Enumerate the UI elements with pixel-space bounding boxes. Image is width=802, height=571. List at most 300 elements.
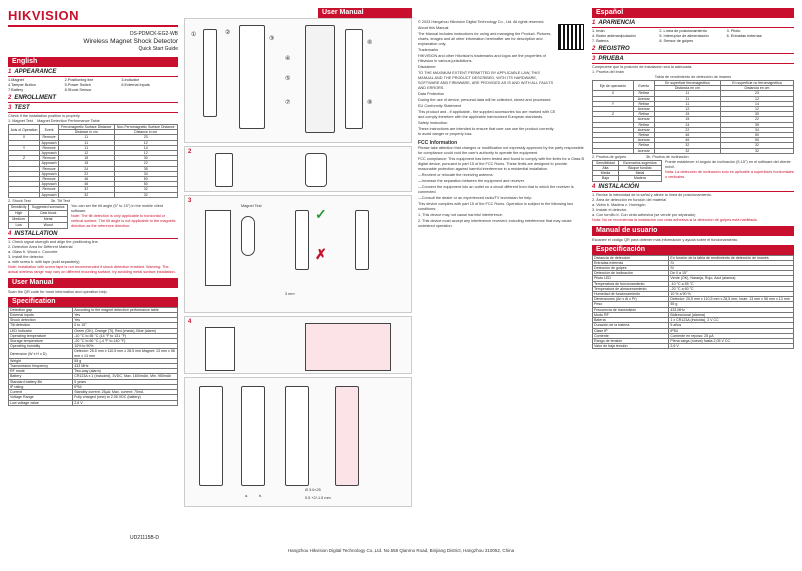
table-cell: 14: [720, 101, 793, 106]
legal-paragraph: These instructions are intended to ensure that user can use the product correctly to avoid danger or property loss.: [418, 127, 554, 136]
spec-table-es: [592, 255, 794, 350]
dimension-label: Ø 3.0×25: [305, 488, 321, 492]
spec-value: 1 x CR123A (incluida), 3 V CC: [669, 318, 794, 323]
legal-paragraph: —Reorient or relocate the receiving antenna.: [418, 173, 494, 177]
spec-label: Detección de inclinación: [593, 271, 669, 276]
shock-tilt-titles: 2. Shock Test 3b. Tilt Test: [8, 198, 70, 203]
table-cell: 15: [58, 156, 114, 161]
table-cell: 34: [720, 127, 793, 132]
user-manual-bar: User Manual: [8, 278, 178, 288]
spec-label: Current: [9, 390, 73, 395]
detector-shape: [295, 210, 309, 270]
spec-value: CR123A x 1 (Included), 3VDC, Max. 1600mAh, Min. 950mAh: [73, 374, 178, 379]
table-cell: Retirar: [633, 143, 654, 148]
legal-paragraph: The Manual includes instructions for using and managing the Product. Pictures, charts, images and all other information hereinafter are for description and explanation only.: [418, 32, 552, 46]
table-row: [9, 192, 178, 197]
test-text: Check if the installation position is properly: [8, 114, 80, 118]
wrong-cross-icon: ✗: [315, 246, 327, 262]
table-unit: Distance in cm: [58, 130, 114, 135]
table-cell: 12: [720, 96, 793, 101]
spec-row: [593, 344, 794, 349]
part-item: 5. Interruptor de alimentación: [659, 34, 709, 38]
spec-table: [8, 307, 178, 406]
spec-label: Battery: [9, 374, 73, 379]
product-title: Wireless Magnet Shock Detector: [83, 38, 178, 45]
test-figure: [184, 195, 412, 313]
detector-open-shape: [305, 25, 335, 133]
parts-list-es: [592, 29, 794, 44]
spec-value: -20 °C a 60 °C: [669, 286, 794, 291]
table-unit: Distancia en cm: [720, 86, 793, 91]
spec-row: [9, 349, 178, 358]
install-step: 3. Install the detector.: [8, 254, 45, 259]
table-cell: Z: [9, 156, 40, 161]
legal-paragraph: EU Conformity Statement: [418, 104, 462, 108]
spec-value: Green (OK), Orange (Ti), Red (check), Blue (alarm): [73, 328, 178, 333]
magnet-shape: [203, 29, 217, 117]
table-cell: 32: [114, 187, 178, 192]
legal-paragraph: HIKVISION and other Hikvision's trademarks and logos are the properties of Hikvision in various jurisdictions.: [418, 54, 546, 63]
spec-value: Yes: [73, 318, 178, 323]
fcc-title: FCC Information: [418, 140, 458, 146]
table-cell: 46: [654, 133, 720, 138]
table-cell: 50: [720, 138, 793, 143]
table-cell: Remove: [40, 166, 59, 171]
spec-value: 0 to 15°: [73, 323, 178, 328]
spec-label: Corriente: [593, 333, 669, 338]
table-cell: Approach: [41, 161, 57, 166]
spec-value: Detector: 25,5 mm x 110,5 mm x 28,5 mm; Imán: 13 mm x 56 mm x 13 mm: [669, 297, 794, 302]
magnet-table-es: [592, 80, 794, 154]
spec-value: IP54: [73, 384, 178, 389]
spec-bar-es: Especificación: [592, 245, 794, 255]
user-manual-text: Scan the QR code for more information and operation help.: [8, 289, 108, 294]
table-cell: 11: [654, 96, 720, 101]
install-heading: 4 INSTALLATION: [8, 231, 178, 239]
figures-column: [184, 8, 412, 571]
table-cell: 11: [654, 101, 720, 106]
table-head: Eje de operación: [593, 81, 634, 91]
install-step: a. Glass b. Wood c. Concrete: [8, 249, 58, 254]
tilt-note: You can set the tilt angle (5° to 15°) in the mobile client software.: [71, 203, 163, 213]
legal-paragraph: About this Manual: [418, 26, 449, 30]
spec-label: Batería: [593, 318, 669, 323]
table-cell: Approach: [41, 171, 57, 176]
table-cell: 15: [654, 112, 720, 117]
english-column: [8, 8, 178, 571]
spanish-bar: Español: [592, 8, 794, 18]
hikvision-logo: HIKVISION: [8, 8, 79, 23]
legal-paragraph: 1. This device may not cause harmful interference.: [418, 213, 503, 217]
part-item: 1.Magnet: [8, 78, 24, 82]
spec-value: 5 años: [669, 323, 794, 328]
legal-paragraph: FCC compliance: This equipment has been tested and found to comply with the limits for a Class B digital device, pursuant to part 15 of the FCC Rules. These limits are designed to provide reasonable protection against harmful interference in a residential installation.: [418, 157, 585, 171]
test-sub-es: 1. Prueba del imán: [592, 70, 624, 74]
table-head: En superficie no ferromagnética: [720, 81, 793, 86]
spec-value: 433 MHz: [73, 364, 178, 369]
phone-shape: [305, 153, 327, 187]
spec-label: Piloto LED: [593, 276, 669, 281]
magnet-test-bubble: Magnet Test: [241, 204, 262, 208]
table-cell: Approach: [41, 192, 57, 197]
spec-label: Storage temperature: [9, 339, 73, 344]
spec-label: Weight: [9, 358, 73, 363]
part-item: 6.External Inputs: [121, 83, 150, 87]
spec-value: -10 °C a 55 °C: [669, 281, 794, 286]
legal-paragraph: 2. This device must accept any interference received, including interference that may cause undesired operation.: [418, 219, 572, 228]
table-cell: Retirar: [633, 101, 654, 106]
legal-paragraph: Disclaimer: [418, 65, 436, 69]
table-cell: X: [593, 91, 634, 96]
user-manual-text-es: Escanee el código QR para obtener más información y ayuda sobre el funcionamiento.: [592, 237, 739, 242]
detector-shape: [215, 153, 233, 187]
spec-value: 10% to 90%: [73, 344, 178, 349]
install-step: 1. Revise la intensidad de la señal y alinee la línea de posicionamiento.: [592, 192, 712, 197]
appearance-heading-es: 1 APARIENCIA: [592, 20, 794, 28]
spec-label: Clase IP: [593, 328, 669, 333]
shock-table: Sensitivity Suggested scenarios High Cast block Medium Metal Low Wood: [8, 204, 68, 229]
part-item: 4.Tamper Button: [8, 83, 36, 87]
spec-label: Rango de tensión: [593, 338, 669, 343]
table-cell: 11: [58, 135, 114, 140]
spec-label: Frecuencia de transmisión: [593, 307, 669, 312]
appearance-heading: 1 APPEARANCE: [8, 69, 178, 77]
table-head: Axis of Operation: [9, 125, 40, 135]
spec-value: Detector: 25.5 mm x 110.5 mm x 28.5 mm Magnet: 13 mm x 56 mm x 13 mm: [73, 349, 178, 358]
fig-number: 4: [188, 319, 192, 325]
door-shape: [205, 210, 231, 286]
spec-value: De 0 a 15°: [669, 271, 794, 276]
dimension-label: 5.5 +2/-1.5 mm: [305, 496, 331, 500]
detector-shape: [335, 386, 359, 486]
table-cell: 32: [654, 143, 720, 148]
table-cell: 50: [114, 177, 178, 182]
enrollment-figure: [184, 146, 412, 192]
spec-label: Dimensiones (An x Al x Pr): [593, 297, 669, 302]
table-cell: Acercar: [633, 117, 654, 122]
spec-value: IP54: [669, 328, 794, 333]
test-heading-es: 3 PRUEBA: [592, 56, 794, 64]
part-item: 8.Shock Sensor: [64, 88, 92, 92]
table-cell: Remove: [40, 156, 59, 161]
part-item: 2. Línea de posicionamiento: [659, 29, 707, 33]
table-cell: Retirar: [633, 122, 654, 127]
spec-label: Low voltage value: [9, 400, 73, 405]
magnet-table: [8, 124, 178, 198]
table-cell: 22: [58, 171, 114, 176]
table-cell: Remove: [40, 187, 59, 192]
table-cell: Acercar: [633, 96, 654, 101]
legal-paragraph: Please take attention that changes or modification not expressly approved by the party responsible for compliance could void the user's authority to operate the equipment.: [418, 146, 584, 155]
table-cell: 23: [114, 135, 178, 140]
table-cell: Acercar: [633, 107, 654, 112]
spec-value: Standby current: 25μA; Max. current: 70mA: [73, 390, 178, 395]
spec-label: Voltage Range: [9, 395, 73, 400]
spec-value: Plena carga (nueva) hasta 2,05 V CC: [669, 338, 794, 343]
part-item: 8. Sensor de golpes: [659, 39, 694, 43]
table-cell: Approach: [41, 151, 57, 156]
table-cell: 32: [720, 148, 793, 153]
table-cell: 24: [58, 166, 114, 171]
table-cell: 11: [58, 140, 114, 145]
table-cell: 12: [58, 151, 114, 156]
parts-list: [8, 78, 178, 93]
spec-value: 2.6 V: [73, 400, 178, 405]
fcc-section: [418, 141, 586, 229]
user-manual-header: User Manual: [318, 8, 412, 18]
table-cell: 50: [720, 133, 793, 138]
test-sub: 1. Magnet Test Magnet Detection Performance Table: [8, 119, 100, 123]
spec-value: 55 g: [73, 358, 178, 363]
spec-label: Detección de golpes: [593, 266, 669, 271]
detector-shape: [199, 386, 223, 486]
table-cell: 22: [720, 117, 793, 122]
qr-code-icon: [558, 24, 584, 50]
table-cell: 35: [114, 166, 178, 171]
spec-value: 55 g: [669, 302, 794, 307]
spec-label: IP rating: [9, 384, 73, 389]
part-item: 5.Power Switch: [64, 83, 91, 87]
spec-value: Bidireccional (alarma): [669, 312, 794, 317]
spec-label: Temperatura de almacenamiento: [593, 286, 669, 291]
legal-paragraph: © 2023 Hangzhou Hikvision Digital Technology Co., Ltd. All rights reserved.: [418, 20, 545, 24]
spec-label: Tilt detection: [9, 323, 73, 328]
legal-paragraph: —Consult the dealer or an experienced radio/TV technician for help.: [418, 196, 533, 200]
table-cell: Y: [593, 101, 634, 106]
spec-value: Corriente en reposo: 25 μA: [669, 333, 794, 338]
guide-title: Quick Start Guide: [138, 46, 178, 52]
spec-label: Transmission frequency: [9, 364, 73, 369]
legal-paragraph: —Increase the separation between the equipment and receiver.: [418, 179, 525, 183]
table-cell: [593, 148, 634, 153]
table-cell: Approach: [41, 182, 57, 187]
detector-side-shape: [345, 29, 363, 129]
legal-paragraph: This product and - if applicable - the supplied accessories too are marked with CE and comply therefore with the applicable harmonized European standards.: [418, 110, 556, 119]
part-item: 3.Indicator: [121, 78, 140, 82]
install-step: 3. Instale el detector.: [592, 207, 628, 212]
table-cell: Acercar: [633, 138, 654, 143]
test-heading: 3 TEST: [8, 105, 178, 113]
table-cell: 32: [58, 192, 114, 197]
detector-shape: [355, 210, 369, 270]
spec-label: Dimension (W x H x D): [9, 349, 73, 358]
spec-value: Yes: [73, 313, 178, 318]
table-cell: Remove: [40, 177, 59, 182]
door-shape: [205, 327, 235, 371]
spec-value: 2,6 V: [669, 344, 794, 349]
table-cell: 23: [720, 91, 793, 96]
ok-check-icon: ✓: [315, 206, 327, 222]
detector-shape: [241, 386, 265, 486]
legal-paragraph: Trademarks: [418, 48, 439, 52]
spec-label: Valor de baja tensión: [593, 344, 669, 349]
bubble-shape: [241, 216, 255, 256]
part-item: 7. Batería: [592, 39, 609, 43]
table-cell: 30: [114, 156, 178, 161]
legal-paragraph: This device complies with part 15 of the FCC Rules. Operation is subject to the following two conditions:: [418, 202, 574, 211]
table-head: Ferromagnetic Surface Distance: [58, 125, 114, 130]
spec-label: Duración de la batería: [593, 323, 669, 328]
table-cell: 24: [654, 122, 720, 127]
table-cell: X: [9, 135, 40, 140]
spanish-column: [592, 8, 794, 571]
part-item: 1. Imán: [592, 29, 605, 33]
part-item: 7.Battery: [8, 88, 24, 92]
fig-label: ⑤: [285, 76, 291, 82]
detection-area-shape: [305, 323, 391, 371]
legal-paragraph: During the use of device, personal data will be collected, stored and processed.: [418, 98, 552, 102]
spec-label: External inputs: [9, 313, 73, 318]
detector-front-shape: [239, 25, 265, 129]
table-cell: Approach: [41, 140, 57, 145]
fig-label: ⑧: [367, 100, 373, 106]
table-cell: 11: [654, 91, 720, 96]
legal-paragraph: Safety Instruction: [418, 121, 448, 125]
logo-underline: [8, 25, 178, 27]
legal-paragraph: Data Protection: [418, 92, 445, 96]
table-cell: 12: [654, 107, 720, 112]
table-cell: 46: [654, 138, 720, 143]
enrollment-heading-es: 2 REGISTRO: [592, 46, 794, 54]
tilt-note-es: Puede establecer el ángulo de inclinación (5-15°) en el software del cliente móvil.: [665, 159, 791, 169]
table-cell: Acercar: [633, 148, 654, 153]
spec-label: Modo RF: [593, 312, 669, 317]
step-label: b.: [259, 494, 263, 498]
table-cell: 30: [720, 112, 793, 117]
table-cell: 32: [654, 148, 720, 153]
user-manual-bar-es: Manual de usuario: [592, 226, 794, 236]
shock-table-es: Sensibilidad Escenarios sugeridos Alta Bloque fundido Media Metal Baja Madera: [592, 160, 662, 182]
table-cell: 22: [654, 127, 720, 132]
spec-value: -20 °C to 60 °C (-4 °F to 140 °F): [73, 339, 178, 344]
spec-label: Humedad de funcionamiento: [593, 292, 669, 297]
fig-number: 3: [188, 198, 192, 204]
table-cell: 15: [58, 161, 114, 166]
spec-value: Sí: [669, 266, 794, 271]
install-step: 2. Detection Area for Different Material: [8, 244, 73, 249]
table-cell: 15: [654, 117, 720, 122]
part-item: 3. Piloto: [726, 29, 741, 33]
table-head: Non-Ferromagnetic Surface Distance: [114, 125, 178, 130]
spec-value: Verde (OK), Naranja, Rojo, Azul (alarma): [669, 276, 794, 281]
table-cell: Remove: [40, 145, 59, 150]
install-step: a. with screw b. with tape (sold separately): [8, 259, 80, 264]
spec-label: Shock detection: [9, 318, 73, 323]
table-cell: 11: [58, 145, 114, 150]
spec-value: En función de la tabla de rendimiento de detección de imanes: [669, 255, 794, 260]
table-head: Evento: [633, 81, 654, 91]
shock-section: [8, 204, 178, 229]
spec-label: LED Indicator: [9, 328, 73, 333]
spec-value: 433 MHz: [669, 307, 794, 312]
spec-label: Standard battery life: [9, 379, 73, 384]
shock-section-es: [592, 160, 794, 182]
fig-number: 2: [188, 149, 192, 155]
scale-label: 3 mm: [285, 292, 295, 296]
table-cell: 35: [720, 122, 793, 127]
spec-label: Peso: [593, 302, 669, 307]
table-cell: 22: [114, 161, 178, 166]
footer-address: Hangzhou Hikvision Digital Technology Co.,Ltd. No.555 Qianmo Road, Binjiang District, Hangzhou 310052, China: [287, 548, 515, 553]
table-cell: Retirar: [633, 91, 654, 96]
table-unit: Distancia en cm: [654, 86, 720, 91]
test-text-es: Compruebe que la posición de instalación sea la adecuada.: [592, 65, 693, 69]
table-cell: 34: [114, 171, 178, 176]
spec-label: Temperatura de funcionamiento: [593, 281, 669, 286]
fig-label: ⑦: [285, 100, 291, 106]
legal-paragraph: —Connect the equipment into an outlet on a circuit different from that to which the receiver is connected.: [418, 185, 574, 194]
install-step: 2. Área de detección en función del material: [592, 197, 667, 202]
part-item: 2.Positioning line: [64, 78, 94, 82]
mounting-figure: [184, 377, 412, 507]
fig-label: ④: [285, 56, 291, 62]
spec-label: Detection gap: [9, 307, 73, 312]
spec-bar: Specification: [8, 297, 178, 307]
table-title-es: Tabla de rendimiento de detección de imanes: [654, 75, 732, 79]
english-bar: English: [8, 57, 178, 67]
spec-value: Sí: [669, 260, 794, 265]
spec-label: Distancia de detección: [593, 255, 669, 260]
table-cell: Y: [9, 145, 40, 150]
install-red-note-es: Nota: No se recomienda la instalación con cinta adhesiva si la detección de golpes está habilitada.: [592, 217, 758, 222]
table-cell: 14: [114, 145, 178, 150]
shock-tilt-titles-es: 2. Prueba de golpes 3b. Prueba de inclinación: [592, 154, 689, 159]
table-row: [593, 148, 794, 153]
spec-value: Fully charged (new) to 2.05 VDC (battery): [73, 395, 178, 400]
table-cell: 32: [720, 143, 793, 148]
install-red-note: Note: Installation with screw tape is not recommended if shock detection enabled. Warning: The actual wireless range may vary on different mounting surface, try avoiding metal surface installation.: [8, 264, 176, 274]
table-cell: Remove: [40, 135, 59, 140]
document-code: UD21115B-D: [130, 535, 159, 541]
fig-label: ③: [269, 36, 275, 42]
table-cell: 46: [58, 177, 114, 182]
table-cell: 50: [114, 182, 178, 187]
install-step: a. Con tornillo b. Con cinta adhesiva (se vende por separado): [592, 212, 696, 217]
spec-label: RF mode: [9, 369, 73, 374]
spec-label: Operating temperature: [9, 333, 73, 338]
part-item: 4. Botón antimanipulación: [592, 34, 636, 38]
part-item: 6. Entradas externas: [726, 34, 762, 38]
fig-label: ①: [191, 32, 197, 38]
detector-shape: [285, 386, 309, 486]
install-figure: [184, 316, 412, 374]
table-cell: Z: [593, 112, 634, 117]
appearance-figure: [184, 18, 412, 143]
install-step: a. Vidrio b. Madera c. Hormigón: [592, 202, 646, 207]
table-cell: Retirar: [633, 133, 654, 138]
tilt-red-note: Note: The tilt detection is only applicable to horizontal or vertical surface. The tilt angle is not applicable to the magnetic direction as the reference direction.: [71, 213, 176, 228]
table-cell: 12: [114, 140, 178, 145]
spec-label: Entradas externas: [593, 260, 669, 265]
legal-column: [418, 8, 586, 571]
table-cell: Acercar: [633, 127, 654, 132]
table-cell: 46: [58, 182, 114, 187]
install-step: 1. Check signal strength and align the positioning line.: [8, 239, 99, 244]
enrollment-heading: 2 ENROLLMENT: [8, 95, 178, 103]
table-cell: 12: [720, 107, 793, 112]
fig-label: ②: [225, 30, 231, 36]
table-cell: 12: [114, 151, 178, 156]
legal-paragraph: TO THE MAXIMUM EXTENT PERMITTED BY APPLICABLE LAW, THIS MANUAL AND THE PRODUCT DESCRIBED, WITH ITS HARDWARE, SOFTWARE AND FIRMWARE, ARE PROVIDED AS IS AND WITH ALL FAULTS AND ERRORS.: [418, 71, 554, 90]
table-unit: Distance in cm: [114, 130, 178, 135]
model-number: DS-PDMCK-EG2-WB: [129, 31, 178, 37]
table-cell: [9, 192, 40, 197]
spec-value: 5 years: [73, 379, 178, 384]
table-head: Event: [40, 125, 59, 135]
spec-value: -10 °C to 55 °C (14 °F to 131 °F): [73, 333, 178, 338]
table-head: En superficie ferromagnética: [654, 81, 720, 86]
spec-label: Operating humidity: [9, 344, 73, 349]
